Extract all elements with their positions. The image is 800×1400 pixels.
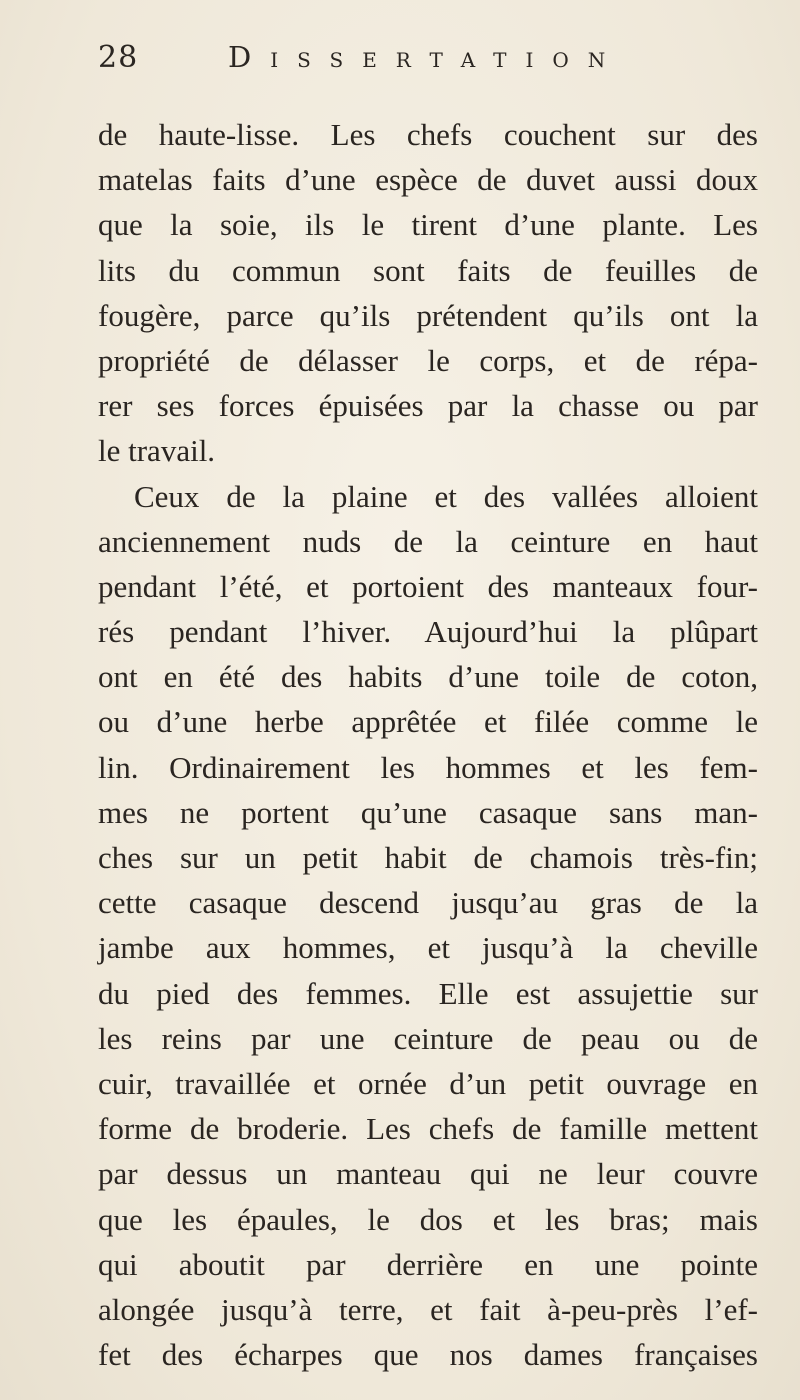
text-line: ou d’une herbe apprêtée et filée comme le: [98, 704, 758, 740]
text-line: jambe aux hommes, et jusqu’à la cheville: [98, 930, 758, 966]
text-line: alongée jusqu’à terre, et fait à-peu-près l’ef-: [98, 1291, 758, 1327]
text-line: que la soie, ils le tirent d’une plante. Les: [98, 207, 758, 243]
text-line: le travail.: [98, 433, 216, 469]
text-line: propriété de délasser le corps, et de répa-: [98, 342, 758, 378]
paragraph-1: [98, 112, 758, 474]
paragraph-2: [98, 474, 758, 1378]
text-line: rer ses forces épuisées par la chasse ou par: [98, 388, 758, 424]
text-line: ches sur un petit habit de chamois très-fin;: [98, 840, 758, 875]
text-line: fet des écharpes que nos dames françaises: [98, 1337, 758, 1373]
text-line: matelas faits d’une espèce de duvet aussi doux: [98, 162, 758, 198]
page-number: 28: [98, 40, 139, 75]
text-line: les reins par une ceinture de peau ou de: [98, 1020, 758, 1056]
text-line: lin. Ordinairement les hommes et les fem-: [98, 749, 758, 785]
text-line: ont en été des habits d’une toile de coton,: [98, 659, 758, 695]
text-line: Ceux de la plaine et des vallées alloient: [134, 478, 758, 514]
text-line: par dessus un manteau qui ne leur couvre: [98, 1156, 758, 1192]
text-line: de haute-lisse. Les chefs couchent sur des: [98, 117, 758, 152]
text-line: du pied des femmes. Elle est assujettie sur: [98, 975, 758, 1011]
text-line: cuir, travaillée et ornée d’un petit ouvrage en: [98, 1065, 758, 1101]
page-header: [98, 40, 738, 100]
text-line: cette casaque descend jusqu’au gras de la: [98, 885, 758, 921]
text-line: anciennement nuds de la ceinture en haut: [98, 523, 758, 559]
running-title: Dissertation: [228, 40, 625, 74]
text-line: rés pendant l’hiver. Aujourd’hui la plûpart: [98, 614, 758, 650]
text-line: fougère, parce qu’ils prétendent qu’ils ont la: [98, 297, 758, 333]
text-line: qui aboutit par derrière en une pointe: [98, 1246, 758, 1282]
text-line: mes ne portent qu’une casaque sans man-: [98, 794, 758, 830]
body-text: [98, 112, 758, 1377]
text-line: pendant l’été, et portoient des manteaux four-: [98, 568, 758, 604]
text-line: forme de broderie. Les chefs de famille mettent: [98, 1111, 758, 1147]
text-line: lits du commun sont faits de feuilles de: [98, 252, 758, 288]
text-line: que les épaules, le dos et les bras; mais: [98, 1201, 758, 1237]
